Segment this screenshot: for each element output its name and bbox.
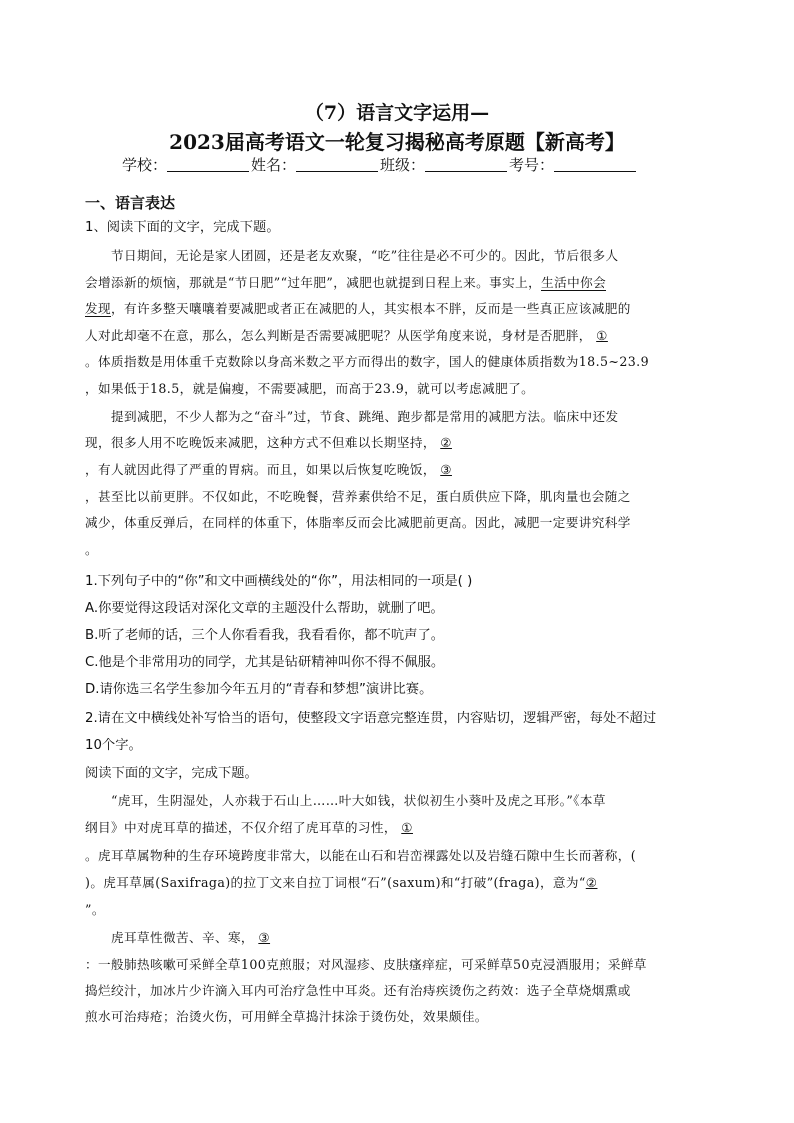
passage1-line: ，如果低于18.5，就是偏瘦，不需要减肥，而高于23.9，就可以考虑减肥了。 — [85, 381, 535, 396]
passage2-line — [85, 817, 711, 836]
passage2-line — [85, 927, 711, 946]
question1-stem: 1.下列句子中的“你”和文中画横线处的“你”，用法相同的一项是( ) — [85, 574, 473, 589]
passage2-line: 煎水可治痔疮；治烫火伤，可用鲜全草捣汁抹涂于烫伤处，效果颇佳。 — [85, 1009, 488, 1024]
q2-intro: 阅读下面的文字，完成下题。 — [85, 766, 258, 781]
passage1-text: ，有人就因此得了严重的胃病。而且，如果以后恢复吃晚饭， — [85, 462, 436, 477]
option-b: B.听了老师的话，三个人你看看我，我看看你，都不吭声了。 — [85, 628, 445, 643]
exam-no-label: 考号： — [509, 156, 555, 174]
underlined-phrase: 发现 — [85, 301, 111, 316]
class-label: 班级： — [380, 156, 426, 174]
passage1-line: 节日期间，无论是家人团圆，还是老友欢聚，“吃”往往是必不可少的。因此，节后很多人 — [111, 248, 619, 263]
blank-3: ③ — [258, 930, 271, 945]
blank-2: ② — [440, 435, 452, 450]
class-blank — [425, 157, 507, 172]
passage1-line: 减少，体重反弹后，在同样的体重下，体脂率反而会比减肥前更高。因此，减肥一定要讲究科学 — [85, 515, 631, 530]
document-title-line1: （7）语言文字运用— — [304, 102, 490, 124]
passage1-text: 人对此却毫不在意，那么，怎么判断是否需要减肥呢？从医学角度来说，身材是否肥胖， — [85, 328, 592, 343]
passage2-line: 。虎耳草属物种的生存环境跨度非常大，以能在山石和岩峦裸露处以及岩缝石隙中生长而著称，( — [85, 848, 637, 863]
option-d: D.请你选三名学生参加今年五月的“青春和梦想”演讲比赛。 — [85, 682, 433, 697]
blank-2: ② — [585, 875, 598, 890]
passage1-line — [85, 459, 711, 478]
name-label: 姓名： — [251, 156, 297, 174]
passage1-line: 提到减肥，不少人都为之“奋斗”过，节食、跳绳、跑步都是常用的减肥方法。临床中还发 — [111, 409, 619, 424]
passage1-text: ，有许多整天嚷嚷着要减肥或者正在减肥的人，其实根本不胖，反而是一些真正应该减肥的 — [111, 301, 631, 316]
passage2-line: 捣烂绞汁，加冰片少许滴入耳内可治疗急性中耳炎。还有治痔疾烫伤之药效：选子全草烧烟熏或 — [85, 983, 631, 998]
passage2-line: ：一般肺热咳嗽可采鲜全草100克煎服；对风湿疹、皮肤瘙痒症，可采鲜草50克浸酒服用；采鲜草 — [85, 957, 647, 972]
blank-1: ① — [596, 328, 608, 343]
passage1-line — [85, 432, 711, 451]
passage2-line: “虎耳，生阴湿处，人亦栽于石山上……叶大如钱，状似初生小葵叶及虎之耳形。”《本草 — [111, 793, 606, 808]
section-title: 一、语言表达 — [85, 194, 176, 212]
school-label: 学校： — [122, 156, 168, 174]
document-title-line2: 2023届高考语文一轮复习揭秘高考原题【新高考】 — [169, 130, 625, 154]
passage2-line — [85, 872, 711, 891]
passage1-line — [85, 272, 711, 291]
option-a: A.你要觉得这段话对深化文章的主题没什么帮助，就删了吧。 — [85, 601, 444, 616]
school-blank — [167, 157, 249, 172]
q1-intro: 1、阅读下面的文字，完成下题。 — [85, 220, 280, 235]
passage1-line — [85, 298, 711, 317]
name-blank — [296, 157, 378, 172]
student-info-row — [122, 154, 638, 175]
passage1-line: 。 — [85, 542, 98, 557]
passage1-line — [85, 325, 711, 344]
passage1-line: 。体质指数是用体重千克数除以身高米数之平方而得出的数字，国人的健康体质指数为18.5~23.9 — [85, 354, 649, 369]
passage1-line: ，甚至比以前更胖。不仅如此，不吃晚餐，营养素供给不足，蛋白质供应下降，肌肉量也会随之 — [85, 489, 631, 504]
blank-1: ① — [401, 820, 413, 835]
passage1-text: 现，很多人用不吃晚饭来减肥，这种方式不但难以长期坚持， — [85, 435, 436, 450]
passage1-text: 会增添新的烦恼，那就是“节日肥”“过年肥”，减肥也就提到日程上来。事实上， — [85, 275, 542, 290]
exam-no-blank — [554, 157, 636, 172]
option-c: C.他是个非常用功的同学，尤其是钻研精神叫你不得不佩服。 — [85, 655, 445, 670]
passage2-text: 纲目》中对虎耳草的描述，不仅介绍了虎耳草的习性， — [85, 820, 397, 835]
passage2-text: )。虎耳草属(Saxifraga)的拉丁文来自拉丁词根“石”(saxum)和“打破”(fraga)，意为“ — [85, 875, 586, 890]
question2-stem: 2.请在文中横线处补写恰当的语句，使整段文字语意完整连贯，内容贴切，逻辑严密，每处不超过 — [85, 711, 657, 726]
passage2-text: 虎耳草性微苦、辛、寒， — [111, 930, 254, 945]
underlined-phrase: 生活中你会 — [541, 275, 607, 290]
passage2-line: ”。 — [85, 902, 105, 917]
question2-stem: 10个字。 — [85, 738, 142, 753]
blank-3: ③ — [440, 462, 452, 477]
